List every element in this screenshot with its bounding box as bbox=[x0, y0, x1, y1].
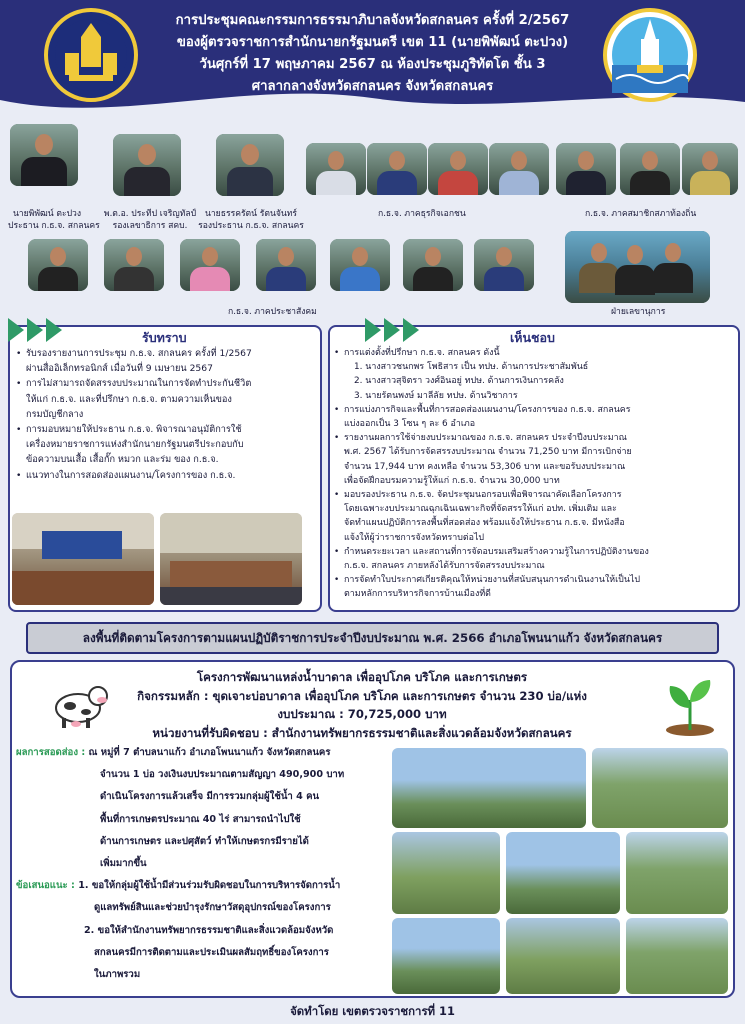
photo-civil-member bbox=[104, 239, 164, 291]
acknowledged-item bbox=[16, 346, 252, 376]
approved-item-line: • กำหนดระยะเวลา และสถานที่การจัดอบรมเสริมสร้างความรู้ในการปฏิบัติงานของ bbox=[344, 546, 649, 557]
site-photo bbox=[392, 832, 500, 914]
caption-chairman bbox=[8, 208, 100, 232]
caption-chairman-role: ประธาน ก.ธ.จ. สกลนคร bbox=[8, 221, 100, 231]
photo-local-council-member bbox=[682, 143, 738, 195]
footer-credit: จัดทำโดย เขตตรวจราชการที่ 11 bbox=[290, 1004, 455, 1018]
project-panel bbox=[10, 660, 735, 998]
acknowledged-item bbox=[16, 422, 252, 468]
acknowledged-item-line: ผ่านสื่ออิเล็กทรอนิกส์ เมื่อวันที่ 9 เมษายน 2567 bbox=[26, 363, 213, 375]
site-photo bbox=[506, 918, 620, 994]
caption-vice-name: นายธรรครัตน์ รัตนจันทร์ bbox=[204, 209, 298, 219]
photo-civil-member bbox=[180, 239, 240, 291]
result-line: จำนวน 1 บ่อ วงเงินงบประมาณตามสัญญา 490,900 บาท bbox=[100, 769, 345, 781]
approved-item-line: • การแต่งตั้งที่ปรึกษา ก.ธ.จ. สกลนคร ดังนี้ bbox=[344, 348, 500, 358]
caption-vice-chairman bbox=[196, 208, 306, 232]
result-label: ผลการสอดส่อง : bbox=[16, 747, 86, 758]
photo-private-member bbox=[306, 143, 366, 195]
approved-item-line: จำนวน 17,944 บาท คงเหลือ จำนวน 53,306 บาท และขอรับงบประมาณ bbox=[344, 461, 626, 472]
approved-list bbox=[334, 346, 649, 602]
approved-item bbox=[334, 403, 649, 431]
site-photo bbox=[392, 918, 500, 994]
approved-item-line: โดยเฉพาะงบประมาณฉุกเฉินเฉพาะกิจที่จัดสรรให้แก่ อปท. เพิ่มเติม และ bbox=[344, 504, 617, 515]
result-line: พื้นที่การเกษตรประมาณ 40 ไร่ สามารถนำไปใช้ bbox=[100, 813, 301, 825]
header-line-3: วันศุกร์ที่ 17 พฤษภาคม 2567 ณ ห้องประชุมภูริทัตโต ชั้น 3 bbox=[199, 57, 546, 72]
acknowledged-item-line: • รับรองรายงานการประชุม ก.ธ.จ. สกลนคร ครั้งที่ 1/2567 bbox=[26, 348, 252, 359]
result-line: ดำเนินโครงการแล้วเสร็จ มีการรวมกลุ่มผู้ใช้น้ำ 4 คน bbox=[100, 791, 320, 803]
site-photo bbox=[592, 748, 728, 828]
approved-item-line: • รายงานผลการใช้จ่ายงบประมาณของ ก.ธ.จ. สกลนคร ประจำปีงบประมาณ bbox=[344, 433, 627, 444]
result-line: ณ หมู่ที่ 7 ตำบลนาแก้ว อำเภอโพนนาแก้ว จังหวัดสกลนคร bbox=[88, 747, 331, 758]
photo-local-council-member bbox=[620, 143, 680, 195]
plant-sprout-icon bbox=[660, 674, 720, 738]
acknowledged-item-line: ข้อความบนเสื้อ เสื้อกั๊ก หมวก และร่ม ของ ก.ธ.จ. bbox=[26, 454, 219, 466]
acknowledged-item-line: • การมอบหมายให้ประธาน ก.ธ.จ. พิจารณาอนุมัติการใช้ bbox=[26, 424, 242, 436]
result-line: ด้านการเกษตร และปศุสัตว์ ทำให้เกษตรกรมีรายได้ bbox=[100, 835, 309, 847]
photo-private-member bbox=[489, 143, 549, 195]
caption-civil-society: ก.ธ.จ. ภาคประชาสังคม bbox=[228, 307, 317, 317]
project-agency: หน่วยงานที่รับผิดชอบ : สำนักงานทรัพยากรธรรมชาติและสิ่งแวดล้อมจังหวัดสกลนคร bbox=[152, 725, 572, 740]
acknowledged-item-line: • การไม่สามารถจัดสรรงบประมาณในการจัดทำประกันชีวิต bbox=[26, 378, 252, 390]
header-line-2: ของผู้ตรวจราชการสำนักนายกรัฐมนตรี เขต 11 (นายพิพัฒน์ ตะปวง) bbox=[176, 35, 569, 50]
header-line-1: การประชุมคณะกรรมการธรรมาภิบาลจังหวัดสกลนคร ครั้งที่ 2/2567 bbox=[175, 13, 570, 28]
suggest-line: ในภาพรวม bbox=[94, 969, 141, 981]
approved-item-line: แบ่งออกเป็น 3 โซน ๆ ละ 6 อำเภอ bbox=[344, 419, 476, 430]
photo-private-member bbox=[428, 143, 488, 195]
province-seal-icon bbox=[603, 8, 697, 102]
approved-item-line: • การแบ่งภารกิจและพื้นที่การสอดส่องแผนงาน/โครงการของ ก.ธ.จ. สกลนคร bbox=[344, 404, 631, 415]
header-line-4: ศาลากลางจังหวัดสกลนคร จังหวัดสกลนคร bbox=[251, 79, 494, 94]
suggest-line: 2. ขอให้สำนักงานทรัพยากรธรรมชาติและสิ่งแวดล้อมจังหวัด bbox=[84, 924, 334, 936]
project-summary bbox=[102, 668, 622, 742]
approved-item-line: จัดทำแผนปฏิบัติการลงพื้นที่สอดส่อง พร้อมแจ้งให้ประธาน ก.ธ.จ. มีหนังสือ bbox=[344, 518, 625, 529]
photo-civil-member bbox=[256, 239, 316, 291]
advisor-line: 3. นายรัตนพงษ์ มาลีลัย ทปษ. ด้านวิชาการ bbox=[354, 390, 518, 401]
arrow-decoration-icon bbox=[8, 318, 65, 342]
result-line: เพิ่มมากขึ้น bbox=[100, 858, 147, 870]
result-section bbox=[16, 742, 344, 986]
photo-civil-member bbox=[28, 239, 88, 291]
site-photo bbox=[392, 748, 586, 828]
photo-civil-member bbox=[330, 239, 390, 291]
header-title bbox=[150, 10, 595, 98]
approved-item bbox=[334, 573, 649, 601]
acknowledged-item-line: • แนวทางในการสอดส่องแผนงาน/โครงการของ ก.ธ.จ. bbox=[26, 469, 236, 481]
caption-vice-role: รองประธาน ก.ธ.จ. สกลนคร bbox=[198, 221, 304, 231]
project-name: โครงการพัฒนาแหล่งน้ำบาดาล เพื่ออุปโภค บริโภค และการเกษตร bbox=[196, 670, 528, 684]
caption-secretariat: ฝ่ายเลขานุการ bbox=[611, 307, 666, 317]
suggest-line: สกลนครมีการติดตามและประเมินผลสัมฤทธิ์ของโครงการ bbox=[94, 946, 329, 958]
meeting-photo bbox=[12, 513, 154, 605]
approved-item bbox=[334, 346, 649, 403]
caption-deputy-name: พ.ต.อ. ประทีป เจริญทัลป์ bbox=[103, 209, 197, 219]
suggest-line: ดูแลทรัพย์สินและช่วยบำรุงรักษาวัสดุอุปกรณ์ของโครงการ bbox=[94, 902, 331, 914]
advisor-line: 2. นางสาวสุจิตรา วงศ์อินอยู่ ทปษ. ด้านการเงินการคลัง bbox=[354, 376, 564, 387]
approved-item-line: ก.ธ.จ. สกลนคร ภายหลังได้รับการจัดสรรงบประมาณ bbox=[344, 561, 545, 572]
caption-private-sector: ก.ธ.จ. ภาคธุรกิจเอกชน bbox=[378, 209, 466, 219]
site-photo bbox=[506, 832, 620, 914]
arrow-decoration-icon bbox=[365, 318, 422, 342]
approved-item-line: แจ้งให้ผู้ว่าราชการจังหวัดทราบต่อไป bbox=[344, 532, 485, 543]
approved-item bbox=[334, 431, 649, 488]
approved-title: เห็นชอบ bbox=[510, 330, 555, 345]
caption-deputy-role: รองเลขาธิการ สคบ. bbox=[112, 221, 188, 231]
acknowledged-title: รับทราบ bbox=[142, 330, 187, 345]
suggest-line: 1. ขอให้กลุ่มผู้ใช้น้ำมีส่วนร่วมรับผิดชอบในการบริหารจัดการน้ำ bbox=[78, 880, 341, 892]
acknowledged-item-line: ให้แก่ ก.ธ.จ. และที่ปรึกษา ก.ธ.จ. ตามความเห็นของ bbox=[26, 393, 232, 405]
photo-vice-chairman bbox=[216, 134, 284, 196]
project-activity: กิจกรรมหลัก : ขุดเจาะบ่อบาดาล เพื่ออุปโภค บริโภค และการเกษตร จำนวน 230 บ่อ/แห่ง bbox=[137, 688, 587, 703]
photo-civil-member bbox=[403, 239, 463, 291]
photo-civil-member bbox=[474, 239, 534, 291]
meeting-photo bbox=[160, 513, 302, 605]
caption-chairman-name: นายพิพัฒน์ ตะปวง bbox=[12, 209, 82, 219]
acknowledged-item bbox=[16, 468, 252, 483]
approved-item-line: เพื่อจัดฝึกอบรมความรู้ให้แก่ ก.ธ.จ. จำนวน 30,000 บาท bbox=[344, 475, 560, 486]
photo-local-council-member bbox=[556, 143, 616, 195]
acknowledged-item bbox=[16, 376, 252, 422]
photo-chairman bbox=[10, 124, 78, 186]
header-banner bbox=[0, 0, 745, 118]
field-visit-banner: ลงพื้นที่ติดตามโครงการตามแผนปฏิบัติราชการประจำปีงบประมาณ พ.ศ. 2566 อำเภอโพนนาแก้ว จังหวัดสกลนคร bbox=[26, 622, 719, 654]
government-seal-icon bbox=[44, 8, 138, 102]
approved-item-line: ตามหลักการบริหารกิจการบ้านเมืองที่ดี bbox=[344, 589, 491, 600]
suggest-label: ข้อเสนอแนะ : bbox=[16, 880, 75, 892]
acknowledged-list bbox=[16, 346, 252, 483]
caption-local-council: ก.ธ.จ. ภาคสมาชิกสภาท้องถิ่น bbox=[585, 209, 697, 219]
site-photo bbox=[626, 832, 728, 914]
photo-deputy-secretary bbox=[113, 134, 181, 196]
acknowledged-item-line: เครื่องหมายราชการแห่งสำนักนายกรัฐมนตรีประกอบกับ bbox=[26, 439, 244, 451]
project-budget: งบประมาณ : 70,725,000 บาท bbox=[277, 707, 447, 721]
photo-private-member bbox=[367, 143, 427, 195]
approved-item-line: • การจัดทำใบประกาศเกียรติคุณให้หน่วยงานที่สนับสนุนการดำเนินงานให้เป็นไป bbox=[344, 575, 640, 586]
advisor-line: 1. นางสาวชนกพร โพธิสาร เป็น ทปษ. ด้านการประชาสัมพันธ์ bbox=[354, 362, 589, 373]
approved-item bbox=[334, 545, 649, 573]
approved-item-line: • มอบรองประธาน ก.ธ.จ. จัดประชุมนอกรอบเพื่อพิจารณาคัดเลือกโครงการ bbox=[344, 490, 622, 501]
photo-secretariat bbox=[565, 231, 710, 303]
approved-item bbox=[334, 488, 649, 545]
site-photo bbox=[626, 918, 728, 994]
acknowledged-item-line: กรมบัญชีกลาง bbox=[26, 408, 84, 420]
caption-deputy-secretary bbox=[98, 208, 202, 232]
approved-item-line: พ.ศ. 2567 ได้รับการจัดสรรงบประมาณ จำนวน 71,250 บาท มีการเบิกจ่าย bbox=[344, 447, 632, 458]
